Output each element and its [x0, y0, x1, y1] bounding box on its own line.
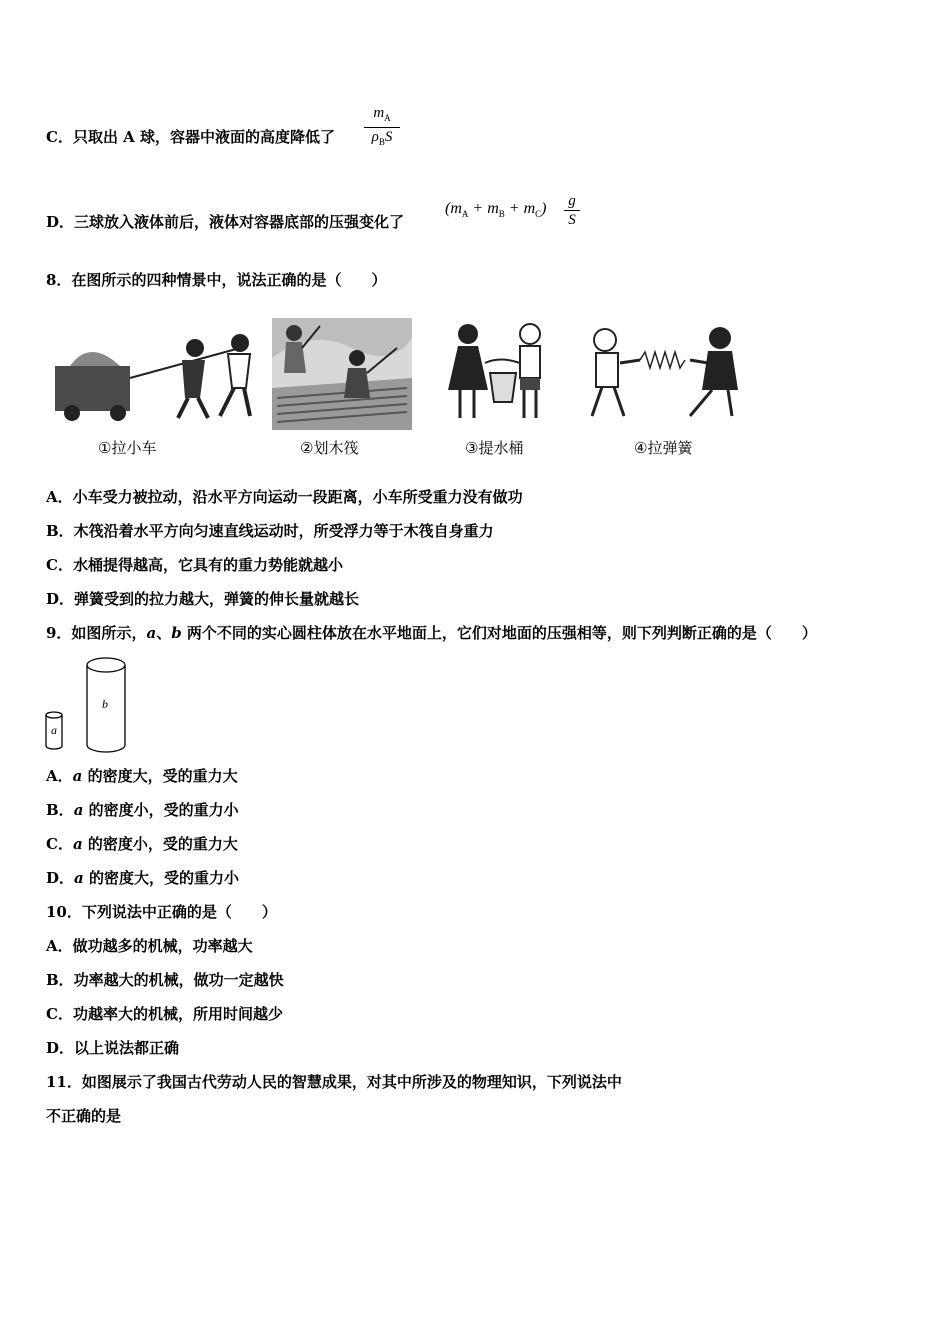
q9-option-c: C．a 的密度小，受的重力大: [46, 835, 238, 853]
q11-stem-line1: 11．如图展示了我国古代劳动人民的智慧成果，对其中所涉及的物理知识，下列说法中: [46, 1073, 622, 1091]
q7-option-c-text: C．只取出 A 球，容器中液面的高度降低了: [46, 128, 336, 146]
q11-stem-line2: 不正确的是: [46, 1107, 122, 1125]
q9-option-d: D．a 的密度大，受的重力小: [46, 869, 239, 887]
q7-option-c: [46, 127, 335, 147]
q7-option-c-fraction: [364, 104, 400, 151]
q8-option-d: D．弹簧受到的拉力越大，弹簧的伸长量就越长: [46, 590, 360, 608]
caption-lift-bucket: ③提水桶: [465, 439, 524, 457]
caption-pull-spring: ④拉弹簧: [634, 439, 693, 457]
q9-option-a: A．a 的密度大，受的重力大: [46, 767, 238, 785]
q10-stem: 10．下列说法中正确的是（ ）: [46, 903, 277, 921]
cylinder-a-label: a: [51, 723, 57, 737]
q9-stem: 9．如图所示，a、b 两个不同的实心圆柱体放在水平地面上，它们对地面的压强相等，则下列判断正确的是（ ）: [46, 624, 817, 642]
q8-stem: 8．在图所示的四种情景中，说法正确的是（ ）: [46, 271, 387, 289]
q8-option-c: C．水桶提得越高，它具有的重力势能就越小: [46, 556, 343, 574]
fraction-denominator: $\rho_BS$: [371, 129, 393, 147]
q10-option-c: C．功越率大的机械，所用时间越少: [46, 1005, 283, 1023]
q7-option-d-expression: $(m_A + m_B + m_C)$: [445, 200, 547, 220]
q10-option-b: B．功率越大的机械，做功一定越快: [46, 971, 284, 989]
pulling-cart-image: [50, 318, 255, 428]
q7-option-d-fraction: [564, 192, 580, 229]
fraction-numerator: $m_A$: [373, 105, 391, 123]
pulling-spring-image: [580, 318, 745, 426]
fraction-denominator: S: [568, 212, 576, 228]
q8-option-b: B．木筏沿着水平方向匀速直线运动时，所受浮力等于木筏自身重力: [46, 522, 494, 540]
caption-pull-cart: ①拉小车: [98, 439, 157, 457]
q7-option-d-text: D．三球放入液体前后，液体对容器底部的压强变化了: [46, 213, 405, 231]
cylinders-figure: [44, 655, 130, 755]
q8-option-a: A．小车受力被拉动，沿水平方向运动一段距离，小车所受重力没有做功: [46, 488, 523, 506]
q10-option-d: D．以上说法都正确: [46, 1039, 180, 1057]
q10-option-a: A．做功越多的机械，功率越大: [46, 937, 253, 955]
caption-row-raft: ②划木筏: [300, 439, 359, 457]
rowing-raft-image: [272, 318, 412, 430]
cylinder-b-label: b: [102, 697, 108, 711]
q9-option-b: B．a 的密度小，受的重力小: [46, 801, 239, 819]
lifting-bucket-image: [430, 318, 565, 426]
fraction-numerator: g: [568, 193, 576, 209]
q7-option-d: [46, 212, 404, 232]
